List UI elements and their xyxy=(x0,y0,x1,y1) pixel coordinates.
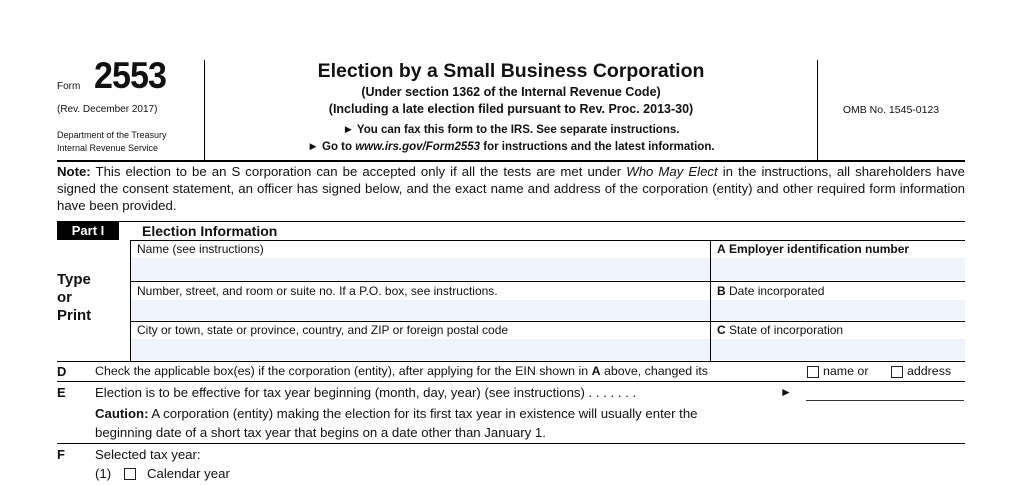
part-1-badge: Part I xyxy=(57,222,119,240)
date-incorporated-label xyxy=(717,284,824,298)
city-input[interactable] xyxy=(131,339,710,360)
name-changed-checkbox[interactable] xyxy=(807,366,819,378)
line-d-text-2: above, changed its xyxy=(600,364,708,378)
street-label: Number, street, and room or suite no. If a P.O. box, see instructions. xyxy=(137,284,498,298)
line-e-letter: E xyxy=(57,385,66,400)
goto-prefix: ► Go to xyxy=(307,141,356,153)
note-label: Note: xyxy=(57,164,91,179)
form-title: Election by a Small Business Corporation xyxy=(317,60,705,82)
state-input[interactable] xyxy=(711,339,965,360)
line-f-text: Selected tax year: xyxy=(95,447,201,462)
state-label xyxy=(717,323,843,337)
line-e-arrow-icon: ► xyxy=(780,385,792,399)
fax-note: ► You can fax this form to the IRS. See separate instructions. xyxy=(342,124,680,136)
dept-line1: Department of the Treasury xyxy=(57,130,167,140)
form-prefix: Form xyxy=(57,81,81,92)
name-input[interactable] xyxy=(131,258,710,280)
line-e-caution xyxy=(95,404,807,423)
city-label: City or town, state or province, country, and ZIP or foreign postal code xyxy=(137,323,509,337)
effective-date-input[interactable] xyxy=(806,386,964,401)
ein-letter: A xyxy=(717,242,726,256)
line-d-text xyxy=(95,364,708,378)
ein-input[interactable] xyxy=(711,258,965,280)
form-number: 2553 xyxy=(94,55,167,96)
line-d-ref: A xyxy=(591,364,601,378)
date-incorporated-text: Date incorporated xyxy=(729,284,825,298)
form-subtitle-2: (Including a late election filed pursuant to Rev. Proc. 2013-30) xyxy=(328,102,694,116)
type-or-print-label xyxy=(57,271,91,325)
omb-number: OMB No. 1545-0123 xyxy=(842,104,940,116)
election-note xyxy=(57,163,965,214)
part1-bottom-rule xyxy=(57,361,965,362)
ein-label xyxy=(717,242,909,256)
part-1-title: Election Information xyxy=(142,223,278,239)
name-changed-label: name or xyxy=(823,364,869,378)
line-d-letter: D xyxy=(57,364,67,379)
date-incorporated-input[interactable] xyxy=(711,300,965,320)
address-changed-label: address xyxy=(907,364,952,378)
note-text-1: This election to be an S corporation can be accepted only if all the tests are met under xyxy=(90,164,627,179)
date-incorporated-letter: B xyxy=(717,284,726,298)
option-1-number: (1) xyxy=(95,466,112,481)
line-f-letter: F xyxy=(57,447,65,462)
line-e-text xyxy=(95,385,636,400)
state-letter: C xyxy=(717,323,726,337)
header-bottom-rule xyxy=(57,160,965,162)
ein-label-text: Employer identification number xyxy=(729,242,910,256)
row1-rule xyxy=(130,281,965,282)
part1-header-rule xyxy=(130,240,965,241)
calendar-year-checkbox[interactable] xyxy=(124,468,136,480)
or-word: or xyxy=(57,289,72,306)
irs-form-link[interactable]: www.irs.gov/Form2553 xyxy=(355,141,481,153)
line-d-text-1: Check the applicable box(es) if the corporation (entity), after applying for the EIN shown in xyxy=(95,364,592,378)
row2-rule xyxy=(130,321,965,322)
calendar-year-label: Calendar year xyxy=(147,466,230,481)
dept-line2: Internal Revenue Service xyxy=(57,143,159,153)
street-input[interactable] xyxy=(131,300,710,320)
caution-text-2: beginning date of a short tax year that begins on a date other than January 1. xyxy=(95,425,546,440)
line-e-text-main: Election is to be effective for tax year beginning (month, day, year) (see instructions) xyxy=(95,385,585,400)
caution-text-1: A corporation (entity) making the election for its first tax year in existence will usually enter the xyxy=(148,406,698,421)
line-e-dots: . . . . . . . xyxy=(584,385,637,400)
form-revision: (Rev. December 2017) xyxy=(57,104,158,115)
irs-link-line xyxy=(205,141,817,153)
goto-suffix: for instructions and the latest information. xyxy=(480,141,715,153)
caution-label: Caution: xyxy=(95,406,149,421)
print-word: Print xyxy=(57,307,92,324)
line-e-bottom-rule xyxy=(57,443,965,444)
address-changed-checkbox[interactable] xyxy=(891,366,903,378)
form-subtitle-1: (Under section 1362 of the Internal Revenue Code) xyxy=(361,85,661,99)
state-text: State of incorporation xyxy=(729,323,844,337)
name-label: Name (see instructions) xyxy=(137,242,264,256)
type-word: Type xyxy=(57,271,91,288)
note-italic: Who May Elect xyxy=(626,164,718,179)
note-text-2: in the instructions, all shareholders have signed the consent statement, an officer has signed below, and the exact name and address of the corporation (entity) and other required form information have been provided. xyxy=(57,164,965,213)
line-d-bottom-rule xyxy=(57,381,965,382)
